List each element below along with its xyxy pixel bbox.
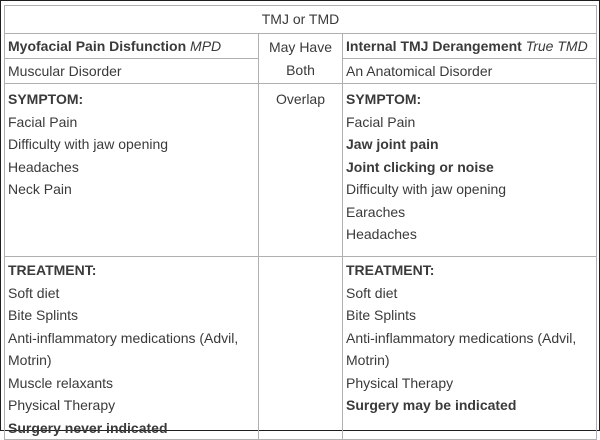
treatment-item: Muscle relaxants — [8, 374, 114, 391]
left-symptoms-cell — [5, 84, 259, 257]
left-symptom-list — [8, 111, 255, 201]
symptom-item: Headaches — [346, 226, 417, 242]
left-symptom-label: SYMPTOM: — [8, 91, 84, 107]
right-symptom-label: SYMPTOM: — [346, 91, 422, 107]
symptom-item: Difficulty with jaw opening — [8, 136, 169, 152]
left-heading-text: Myofacial Pain Disfunction — [8, 37, 187, 54]
treatment-item: Anti-inflammatory medications (Advil, Motrin) — [8, 329, 239, 368]
middle-treatment-cell — [259, 257, 343, 440]
right-symptoms-cell — [343, 84, 597, 257]
left-treatment-label: TREATMENT: — [8, 262, 97, 278]
middle-heading-line1: May Have — [268, 39, 333, 55]
tmj-comparison-table — [4, 5, 597, 440]
right-column-heading — [343, 34, 597, 59]
treatment-item: Surgery may be indicated — [346, 397, 517, 413]
treatment-item: Bite Splints — [8, 307, 79, 323]
right-symptom-list — [346, 111, 593, 246]
right-treatment-label: TREATMENT: — [346, 262, 435, 278]
treatment-item: Soft diet — [8, 284, 60, 301]
middle-column-heading — [259, 34, 343, 84]
treatment-item: Bite Splints — [346, 307, 417, 323]
left-treatment-list — [8, 282, 255, 440]
table-title: TMJ or TMD — [5, 6, 597, 34]
symptom-item: Headaches — [8, 158, 79, 175]
right-heading-text: Internal TMJ Derangement — [346, 37, 522, 54]
left-subtitle: Muscular Disorder — [5, 59, 259, 84]
middle-heading-line2: Both — [286, 61, 315, 78]
symptom-item: Earaches — [346, 203, 406, 220]
treatment-row — [5, 257, 597, 440]
right-treatments-cell — [343, 257, 597, 440]
right-heading-abbr: True TMD — [525, 37, 588, 54]
treatment-item: Physical Therapy — [8, 397, 116, 413]
treatment-item: Surgery never indicated — [8, 419, 168, 436]
symptom-row — [5, 84, 597, 257]
right-subtitle: An Anatomical Disorder — [343, 59, 597, 84]
symptom-item: Difficulty with jaw opening — [346, 181, 507, 197]
right-treatment-list — [346, 282, 593, 417]
heading-row — [5, 34, 597, 59]
treatment-item: Anti-inflammatory medications (Advil, Motrin) — [346, 329, 577, 368]
left-heading-abbr: MPD — [190, 37, 222, 54]
title-row — [5, 6, 597, 34]
symptom-item: Facial Pain — [8, 113, 78, 130]
treatment-item: Physical Therapy — [346, 374, 454, 391]
middle-overlap-cell — [259, 84, 343, 257]
left-treatments-cell — [5, 257, 259, 440]
symptom-item: Facial Pain — [346, 113, 416, 130]
left-column-heading — [5, 34, 259, 59]
symptom-item: Neck Pain — [8, 181, 72, 197]
overlap-label: Overlap — [275, 91, 326, 107]
symptom-item: Jaw joint pain — [346, 136, 439, 152]
symptom-item: Joint clicking or noise — [346, 158, 494, 175]
treatment-item: Soft diet — [346, 284, 398, 301]
